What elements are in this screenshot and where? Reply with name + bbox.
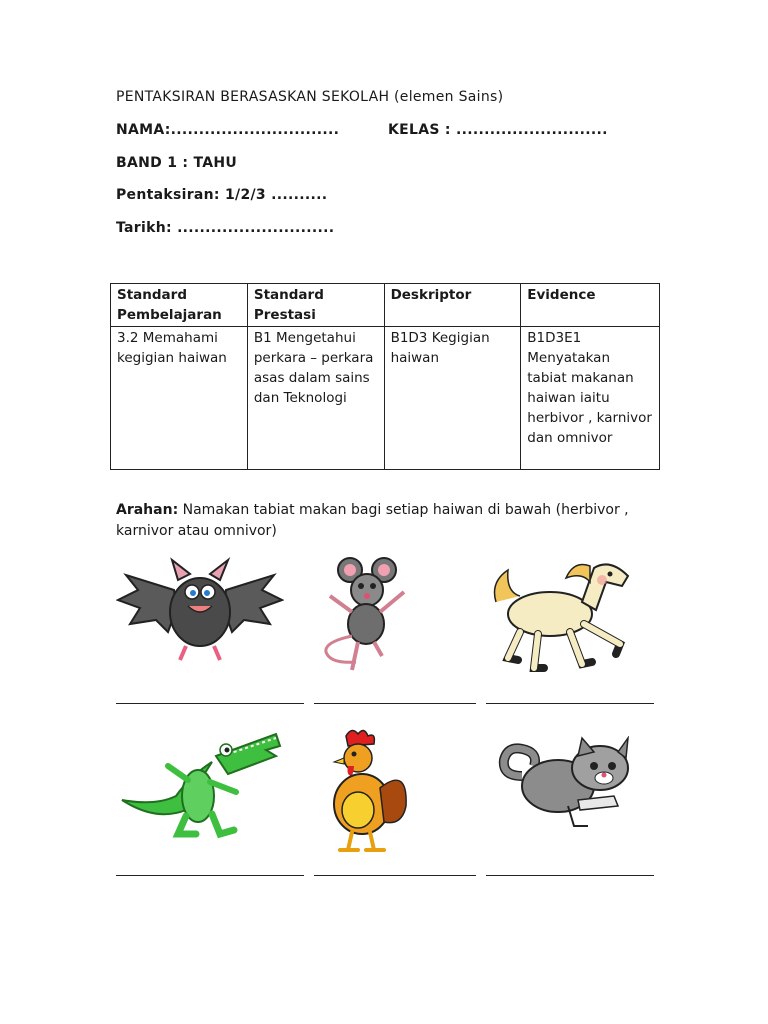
instructions [116,500,656,542]
horse-image [490,552,636,682]
date-value: ............................ [177,220,335,236]
table-header-cell: Deskriptor [384,284,521,327]
assessment-value: 1/2/3 .......... [225,187,328,203]
page-title: PENTAKSIRAN BERASASKAN SEKOLAH (elemen Sains) [116,89,504,105]
table-cell: 3.2 Memahami kegigian haiwan [111,327,248,470]
table-header-cell: Standard Pembelajaran [111,284,248,327]
rooster-image [318,726,412,856]
answer-line-bat[interactable] [116,703,304,704]
answer-line-crocodile[interactable] [116,875,304,876]
mouse-image [316,552,416,680]
answer-line-horse[interactable] [486,703,654,704]
assessment-label: Pentaksiran: [116,187,220,203]
band-label: BAND 1 : TAHU [116,155,238,171]
cat-image [498,736,642,836]
date-field[interactable] [116,220,334,236]
assessment-field[interactable] [116,187,327,203]
table-cell: B1D3E1 Menyatakan tabiat makanan haiwan iaitu herbivor , karnivor dan omnivor [521,327,660,470]
instructions-text: Namakan tabiat makan bagi setiap haiwan di bawah (herbivor , karnivor atau omnivor) [116,502,629,539]
answer-line-mouse[interactable] [314,703,476,704]
name-field[interactable]: NAMA:.............................. [116,122,340,138]
table-row [111,327,660,470]
table-header-row [111,284,660,327]
crocodile-image [116,726,282,842]
answer-line-rooster[interactable] [314,875,476,876]
instructions-label: Arahan: [116,502,179,518]
date-label: Tarikh: [116,220,172,236]
class-field[interactable]: KELAS : ........................... [388,122,608,138]
answer-line-cat[interactable] [486,875,654,876]
bat-image [116,550,284,670]
table-cell: B1 Mengetahui perkara – perkara asas dalam sains dan Teknologi [247,327,384,470]
table-cell: B1D3 Kegigian haiwan [384,327,521,470]
table-header-cell: Standard Prestasi [247,284,384,327]
standards-table [110,283,660,470]
table-header-cell: Evidence [521,284,660,327]
